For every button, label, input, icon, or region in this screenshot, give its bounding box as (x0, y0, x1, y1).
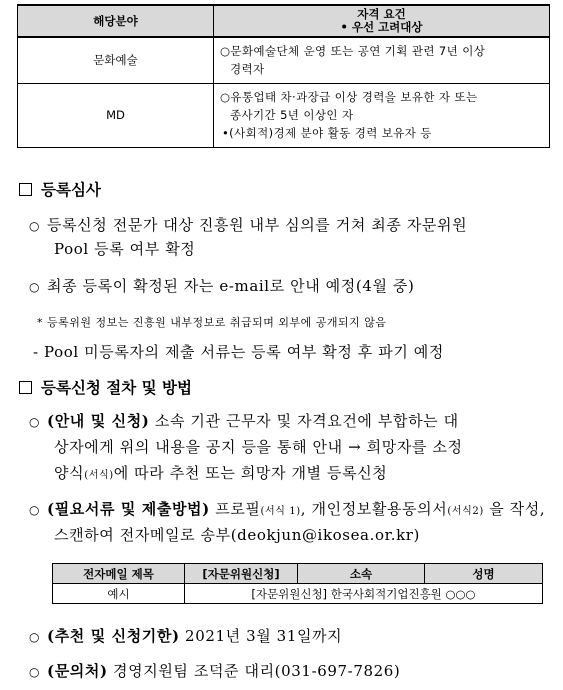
requirement-md (214, 83, 550, 147)
requirement-line: 종사기간 5년 이상인 자 (230, 108, 354, 122)
contact-value: 경영지원팀 조덕준 대리(031-697-7826) (113, 662, 401, 680)
header-field: 해당분야 (18, 5, 214, 37)
form-ref: (서식2) (447, 506, 484, 517)
deadline-item (29, 625, 342, 646)
deadline-label: (추천 및 신청기한) (47, 627, 180, 645)
item-text: 소속 기관 근무자 및 자격요건에 부합하는 대 (154, 412, 459, 430)
field-md: MD (18, 83, 214, 147)
circle-bullet-icon: ○ (29, 415, 41, 429)
example-value: [자문위원신청] 한국사회적기업진흥원 ○○○ (185, 584, 543, 604)
form-ref: (서식) (84, 470, 114, 481)
header-email-subject: 전자메일 제목 (53, 564, 185, 584)
header-tag: [자문위원신청] (185, 564, 298, 584)
header-priority: • 우선 고려대상 (340, 20, 423, 34)
example-label: 예시 (53, 584, 185, 604)
requirements-header-row (18, 5, 550, 37)
contact-item (29, 660, 400, 681)
review-dash-item: - Pool 미등록자의 제출 서류는 등록 여부 확정 후 파기 예정 (33, 343, 444, 361)
review-note: * 등록위원 정보는 진흥원 내부정보로 취급되며 외부에 공개되지 않음 (37, 316, 387, 329)
item-text: 최종 등록이 확정된 자는 e-mail로 안내 예정(4월 중) (47, 277, 415, 295)
table-row (18, 37, 550, 83)
header-name: 성명 (425, 564, 543, 584)
section-title: 등록심사 (41, 181, 101, 199)
requirement-line: ○문화예술단체 운영 또는 공연 기획 관련 7년 이상 (220, 44, 486, 59)
field-culture-arts: 문화예술 (18, 37, 214, 83)
guide-label: (안내 및 신청) (47, 412, 150, 430)
review-item-1 (29, 214, 467, 235)
header-requirement (214, 5, 550, 37)
guide-line-2: 상자에게 위의 내용을 공지 등을 통해 안내 → 희망자를 소정 (54, 438, 463, 456)
requirement-line: 경력자 (230, 62, 265, 77)
item-text: 을 작성, (489, 500, 546, 518)
requirements-table (17, 4, 550, 148)
item-text: 프로필 (215, 500, 261, 518)
item-text: 에 따라 추천 또는 희망자 개별 등록신청 (113, 464, 388, 482)
contact-label: (문의처) (47, 662, 108, 680)
item-text: 등록신청 전문가 대상 진흥원 내부 심의를 거쳐 최종 자문위원 (47, 216, 468, 234)
review-item-1-cont: Pool 등록 여부 확정 (54, 240, 196, 258)
documents-label: (필요서류 및 제출방법) (47, 500, 210, 518)
section-procedure (19, 376, 192, 398)
circle-bullet-icon: ○ (29, 630, 41, 644)
guide-item (29, 410, 459, 431)
requirement-line: ○유통업태 차·과장급 이상 경력을 보유한 자 또는 (220, 90, 478, 104)
email-subject-table (52, 563, 543, 604)
form-ref: (서식 1) (260, 506, 301, 517)
item-text: , 개인정보활용동의서 (300, 500, 448, 518)
section-title: 등록신청 절차 및 방법 (41, 379, 192, 397)
documents-item (29, 498, 545, 519)
requirement-culture-arts (214, 37, 550, 83)
checkbox-square-icon (19, 183, 32, 196)
header-requirement-title: 자격 요건 (357, 7, 406, 21)
review-item-2 (29, 275, 414, 296)
circle-bullet-icon: ○ (29, 219, 41, 233)
circle-bullet-icon: ○ (29, 280, 41, 294)
circle-bullet-icon: ○ (29, 503, 41, 517)
deadline-value: 2021년 3월 31일까지 (185, 627, 343, 645)
table-row (53, 584, 543, 604)
section-registration-review (19, 178, 101, 200)
table-row (18, 83, 550, 147)
item-text: 양식 (54, 464, 85, 482)
header-affiliation: 소속 (298, 564, 425, 584)
documents-line-2: 스캔하여 전자메일로 송부(deokjun@ikosea.or.kr) (54, 526, 420, 544)
guide-line-3 (54, 462, 387, 483)
email-table-header-row (53, 564, 543, 584)
circle-bullet-icon: ○ (29, 665, 41, 679)
checkbox-square-icon (19, 381, 32, 394)
requirement-line: •(사회적)경제 분야 활동 경력 보유자 등 (222, 126, 432, 140)
